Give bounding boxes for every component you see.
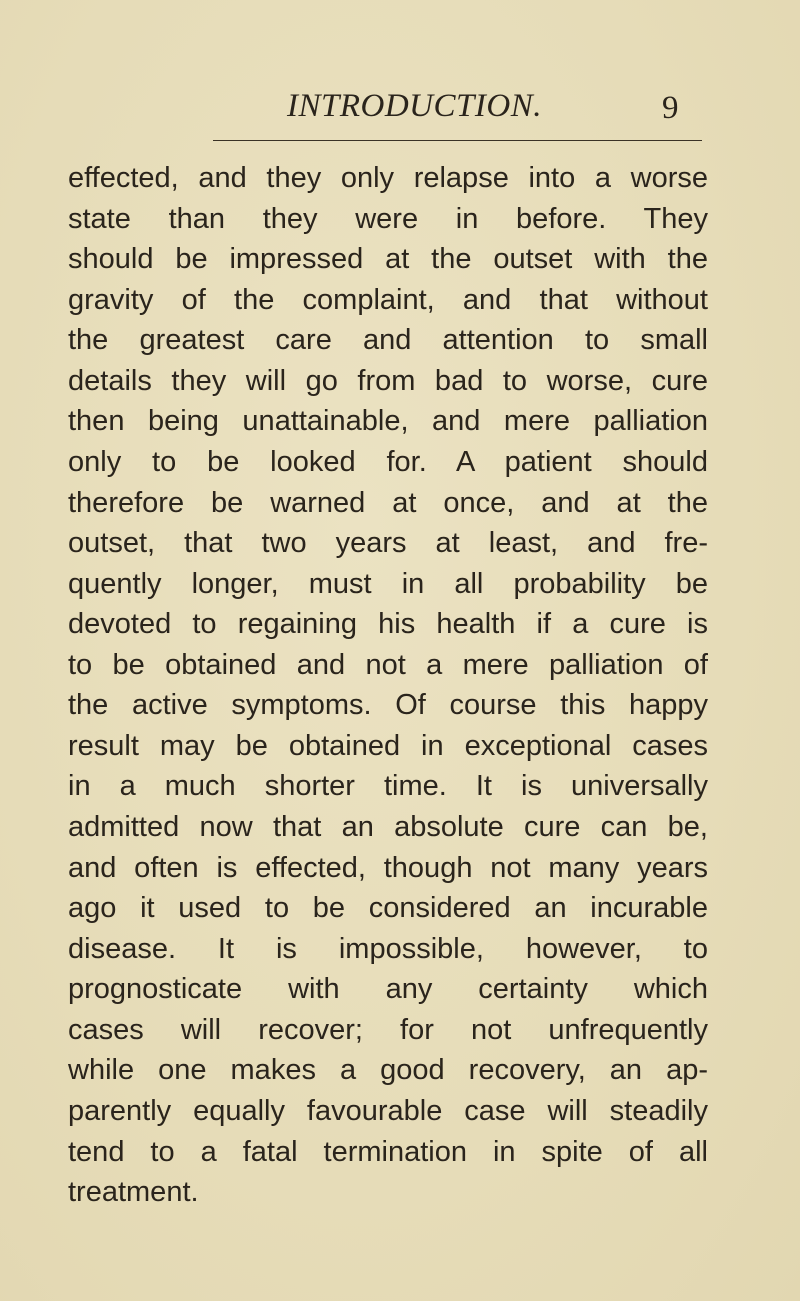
text-line: to be obtained and not a mere palliation of [68, 648, 708, 681]
text-line: quently longer, must in all probability be [68, 567, 708, 600]
text-line: prognosticate with any certainty which [68, 973, 708, 1006]
text-line: details they will go from bad to worse, cure [68, 364, 708, 397]
text-line: effected, and they only relapse into a worse [68, 162, 708, 194]
text-line: disease. It is impossible, however, to [68, 932, 708, 965]
text-line: should be impressed at the outset with the [68, 243, 708, 276]
text-line: and often is effected, though not many years [68, 851, 708, 884]
text-line: the greatest care and attention to small [68, 324, 708, 357]
page-header [0, 86, 800, 126]
text-line: in a much shorter time. It is universally [68, 770, 708, 803]
text-line: devoted to regaining his health if a cure is [68, 608, 708, 641]
text-line: only to be looked for. A patient should [68, 445, 708, 478]
text-line: cases will recover; for not unfrequently [68, 1013, 708, 1046]
text-line: gravity of the complaint, and that without [68, 283, 708, 316]
text-line: treatment. [68, 1176, 199, 1209]
text-line: admitted now that an absolute cure can be, [68, 811, 708, 843]
text-line: tend to a fatal termination in spite of all [68, 1135, 708, 1168]
text-line: then being unattainable, and mere palliation [68, 405, 708, 438]
text-line: outset, that two years at least, and fre- [68, 527, 708, 560]
running-title: INTRODUCTION. [287, 88, 542, 124]
header-rule [213, 140, 702, 141]
text-line: therefore be warned at once, and at the [68, 486, 708, 519]
body-text [68, 158, 708, 1213]
text-line: state than they were in before. They [68, 202, 708, 235]
text-line: while one makes a good recovery, an ap- [68, 1054, 708, 1087]
page-number: 9 [662, 90, 679, 126]
text-line: ago it used to be considered an incurable [68, 892, 708, 925]
text-line: the active symptoms. Of course this happy [68, 689, 708, 722]
text-line: parently equally favourable case will steadily [68, 1094, 708, 1127]
text-line: result may be obtained in exceptional cases [68, 729, 708, 762]
